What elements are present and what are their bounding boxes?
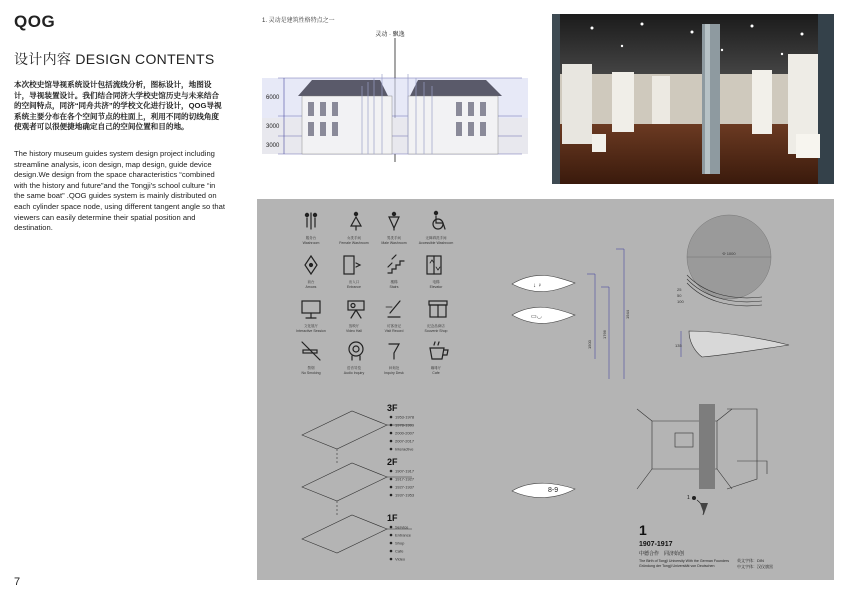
floor-entry: Entrance xyxy=(395,532,412,538)
icon-label-en: Inquiry Desk xyxy=(384,371,404,375)
icon-label-zh: 咖啡厅 xyxy=(430,366,442,370)
icon-label-zh: 电梯 xyxy=(432,280,440,284)
icon-label-en: Male Washroom xyxy=(381,241,407,245)
floor-entry: Shop xyxy=(395,540,405,546)
signup-icon xyxy=(386,301,400,317)
floor-entry-bullet xyxy=(390,486,393,489)
icon-label-zh: 无障碍洗手间 xyxy=(425,236,447,240)
screen-icon xyxy=(302,301,320,318)
svg-text:↓ ♀: ↓ ♀ xyxy=(533,283,543,289)
icon-label-en: No Smoking xyxy=(301,371,321,375)
wheelchair-icon xyxy=(433,211,445,229)
guide-sign-shape-2 xyxy=(512,307,575,323)
icon-grid xyxy=(302,211,448,360)
icon-label-en: Stairs xyxy=(389,285,399,289)
floor-entry: Service xyxy=(395,524,409,530)
audio-guide-icon xyxy=(349,342,363,360)
height-dim-1766: 1766 xyxy=(602,330,607,339)
icon-label-en: Visit Record xyxy=(384,329,404,333)
icon-label-en: Elevator xyxy=(429,285,443,289)
font-zh-note: 中文字体：汉仪旗黑 xyxy=(737,564,773,569)
small-dim-100: 100 xyxy=(677,299,684,304)
sign-number: 8-9 xyxy=(548,487,559,494)
station-text-en: The Birth of Tongji University With the German Founders xyxy=(639,559,730,563)
station-title-zh: 中德合作 同济始创 xyxy=(639,551,685,557)
icon-label-zh: 访客登记 xyxy=(387,324,401,328)
dim-3000-b: 3000 xyxy=(266,143,280,149)
icon-label-en: Cafe xyxy=(432,371,440,375)
icon-label-zh: 男洗手间 xyxy=(387,236,401,240)
floor-entry: Video xyxy=(395,556,406,562)
dim-3000-a: 3000 xyxy=(266,124,280,130)
page-number: 7 xyxy=(14,576,21,588)
section-heading: 设计内容 DESIGN CONTENTS xyxy=(14,51,215,67)
floor-label: 3F xyxy=(387,403,398,413)
male-icon xyxy=(389,212,399,230)
floor-entry-bullet xyxy=(390,526,393,529)
guide-sign-shape-1 xyxy=(512,275,575,291)
floor-entry: 1927-1937 xyxy=(395,484,415,490)
icon-label-zh: 禁烟 xyxy=(307,366,315,370)
floor-entry-bullet xyxy=(390,424,393,427)
icon-label-en: Entrance xyxy=(346,285,362,289)
floor-entry: Interactive xyxy=(395,446,414,452)
sign-section-drawing xyxy=(689,331,789,357)
brand-logo: QOG xyxy=(14,12,56,31)
icon-label-zh: 文化展厅 xyxy=(304,324,318,328)
icon-label-en: Washroom xyxy=(302,241,320,245)
floor-entry: 2007-2017 xyxy=(395,438,415,444)
elevator-icon xyxy=(427,256,441,274)
museum-interior-photo xyxy=(552,14,834,184)
icon-label-en: Souvenir Shop xyxy=(424,329,448,333)
depth-dim: 135 xyxy=(675,343,682,348)
stairs-icon xyxy=(388,255,404,273)
pin-icon xyxy=(305,256,317,274)
floor-label: 2F xyxy=(387,457,398,467)
intro-english: The history museum guides system design project including streamline analysis, icon design, map design, guide device design.We design from the space characteristics “combined with the history and future”and the Tongji's school culture “in the same boat” .QOG guides system is mainly distributed on each cylinder space node, using different tangent angle so that viewers can easily determine their spatial position and destination. xyxy=(14,149,225,233)
dim-6000: 6000 xyxy=(266,95,280,101)
floor-entry-bullet xyxy=(390,494,393,497)
icon-label-zh: 纪念品商店 xyxy=(427,324,445,328)
small-dim-25: 25 xyxy=(677,287,682,292)
icon-label-zh: 放映厅 xyxy=(348,324,360,328)
guide-sign-shape-3 xyxy=(512,483,575,497)
floor-entry-bullet xyxy=(390,550,393,553)
design-panel-drawing xyxy=(257,199,834,580)
floor-entry: 1978-1999 xyxy=(395,422,415,428)
icon-label-en: Audio Inquiry xyxy=(343,371,365,375)
elevation-top-label: 灵动 · 飘逸 xyxy=(375,32,405,38)
floor-entry-bullet xyxy=(390,534,393,537)
icon-label-zh: 语音导览 xyxy=(347,366,361,370)
icon-label-zh: 问询处 xyxy=(388,366,400,370)
projector-icon xyxy=(348,301,364,318)
station-number: 1 xyxy=(639,522,647,538)
svg-text:▭◡: ▭◡ xyxy=(531,314,542,320)
station-years: 1907-1917 xyxy=(639,541,673,548)
no-smoking-icon xyxy=(302,342,320,360)
marker-number: 1 xyxy=(687,495,690,501)
icon-label-en: Video Hall xyxy=(346,329,362,333)
floor-entry: 1917-1927 xyxy=(395,476,415,482)
height-dim-1944: 1944 xyxy=(625,310,630,319)
gift-icon xyxy=(429,301,447,317)
restroom-icon xyxy=(305,213,316,229)
design-panel xyxy=(257,199,834,580)
icon-label-zh: 女洗手间 xyxy=(347,236,361,240)
icon-label-zh: 前台 xyxy=(307,280,315,284)
floor-entry: 2000-2007 xyxy=(395,430,415,436)
intro-chinese: 本次校史馆导视系统设计包括流线分析，图标设计，地图设计，导视装置设计。我们结合同济大学校史馆历史与未来结合的空间特点，同济“同舟共济”的学校文化进行设计，QOG导视系统主要分布在各个空间节点的柱面上，利用不同的切线角度使观者可以很便捷地确定自己的空间位置和目的地。 xyxy=(14,80,222,132)
floor-entry: 1953-1978 xyxy=(395,414,415,420)
height-dim-1500: 1500 xyxy=(587,340,592,349)
station-text-de: Gründung der Tongji Universität von Deutschen xyxy=(639,564,715,568)
building-elevation xyxy=(262,22,528,170)
icon-label-en: Interactive Session xyxy=(296,329,326,333)
icon-label-en: Arrows xyxy=(305,285,317,289)
elevation-caption: 1. 灵动是建筑性格特点之一 xyxy=(262,18,335,24)
floor-entry-bullet xyxy=(390,558,393,561)
floor-entry-bullet xyxy=(390,542,393,545)
floor-entry: Cafe xyxy=(395,548,404,554)
floor-entry: 1907-1917 xyxy=(395,468,415,474)
small-dim-50: 50 xyxy=(677,293,682,298)
coffee-icon xyxy=(430,342,448,359)
floor-entry-bullet xyxy=(390,440,393,443)
floor-entry-bullet xyxy=(390,478,393,481)
floor-entry-bullet xyxy=(390,448,393,451)
font-en-note: 英文字体：DIN xyxy=(737,558,764,563)
floor-label: 1F xyxy=(387,513,398,523)
floor-entry-bullet xyxy=(390,432,393,435)
icon-label-en: Accessible Washroom xyxy=(418,241,454,245)
female-icon xyxy=(351,212,361,230)
icon-label-en: Female Washroom xyxy=(339,241,369,245)
question-icon xyxy=(389,344,399,359)
floor-entry-bullet xyxy=(390,470,393,473)
door-icon xyxy=(344,256,360,274)
floor-entry: 1937-1953 xyxy=(395,492,415,498)
circle-dim: Φ 1000 xyxy=(722,251,736,256)
icon-label-zh: 出入口 xyxy=(348,280,360,284)
icon-label-zh: 服务台 xyxy=(305,236,317,240)
cylinder-column xyxy=(699,404,715,489)
icon-label-zh: 楼梯 xyxy=(390,280,398,284)
floor-entry-bullet xyxy=(390,416,393,419)
